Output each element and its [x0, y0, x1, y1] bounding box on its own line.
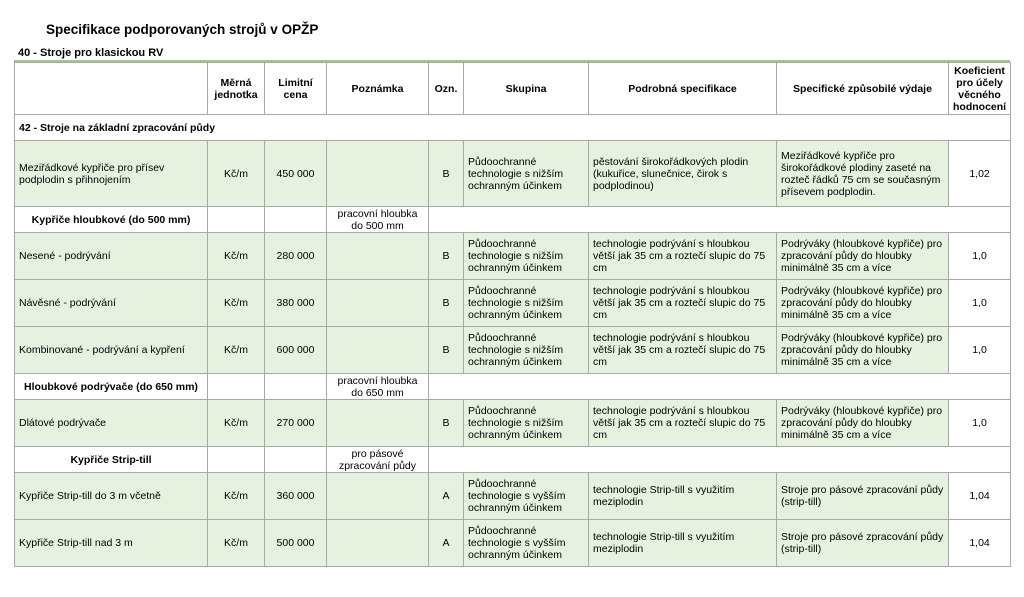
cell-unit: Kč/m	[208, 233, 265, 280]
cell-unit: Kč/m	[208, 520, 265, 567]
specification-table	[14, 62, 1011, 567]
group-row	[15, 374, 1011, 400]
cell-group: Půdoochranné technologie s nižším ochranným účinkem	[464, 280, 589, 327]
subsection-row	[15, 115, 1011, 141]
cell-costs: Podrýváky (hloubkové kypřiče) pro zpracování půdy do hloubky minimálně 35 cm a více	[777, 327, 949, 374]
cell-unit: Kč/m	[208, 400, 265, 447]
cell-empty-span	[429, 447, 1011, 473]
cell-mark: B	[429, 233, 464, 280]
cell-unit: Kč/m	[208, 141, 265, 207]
group-row	[15, 207, 1011, 233]
table-row	[15, 233, 1011, 280]
cell-spec: technologie Strip-till s využitím meziplodin	[589, 520, 777, 567]
cell-name: Nesené - podrývání	[15, 233, 208, 280]
cell-coef: 1,0	[949, 280, 1011, 327]
cell-group: Půdoochranné technologie s nižším ochranným účinkem	[464, 327, 589, 374]
cell-costs: Podrýváky (hloubkové kypřiče) pro zpracování půdy do hloubky minimálně 35 cm a více	[777, 233, 949, 280]
cell-mark: B	[429, 400, 464, 447]
cell-group-note: pracovní hloubka do 500 mm	[327, 207, 429, 233]
cell-group: Půdoochranné technologie s vyšším ochranným účinkem	[464, 473, 589, 520]
cell-name: Meziřádkové kypřiče pro přísev podplodin s přihnojením	[15, 141, 208, 207]
cell-group: Půdoochranné technologie s nižším ochranným účinkem	[464, 400, 589, 447]
cell-price: 500 000	[265, 520, 327, 567]
table-row	[15, 400, 1011, 447]
group-row	[15, 447, 1011, 473]
cell-unit: Kč/m	[208, 473, 265, 520]
document-title: Specifikace podporovaných strojů v OPŽP	[46, 22, 319, 37]
cell-empty	[265, 207, 327, 233]
cell-spec: technologie podrývání s hloubkou větší jak 35 cm a roztečí slupic do 75 cm	[589, 233, 777, 280]
table-row	[15, 520, 1011, 567]
cell-name: Dlátové podrývače	[15, 400, 208, 447]
cell-costs: Stroje pro pásové zpracování půdy (strip-till)	[777, 520, 949, 567]
cell-price: 600 000	[265, 327, 327, 374]
header-mark: Ozn.	[429, 63, 464, 115]
cell-note	[327, 400, 429, 447]
subsection-heading: 42 - Stroje na základní zpracování půdy	[15, 115, 1011, 141]
header-name	[15, 63, 208, 115]
cell-empty-span	[429, 374, 1011, 400]
header-unit: Měrná jednotka	[208, 63, 265, 115]
header-costs: Specifické způsobilé výdaje	[777, 63, 949, 115]
cell-group: Půdoochranné technologie s nižším ochranným účinkem	[464, 233, 589, 280]
cell-name: Kypřiče Strip-till do 3 m včetně	[15, 473, 208, 520]
cell-group: Půdoochranné technologie s nižším ochranným účinkem	[464, 141, 589, 207]
cell-coef: 1,0	[949, 400, 1011, 447]
cell-spec: technologie Strip-till s využitím meziplodin	[589, 473, 777, 520]
header-note: Poznámka	[327, 63, 429, 115]
cell-mark: A	[429, 473, 464, 520]
cell-mark: A	[429, 520, 464, 567]
cell-coef: 1,0	[949, 327, 1011, 374]
cell-spec: technologie podrývání s hloubkou větší jak 35 cm a roztečí slupic do 75 cm	[589, 327, 777, 374]
cell-group: Půdoochranné technologie s vyšším ochranným účinkem	[464, 520, 589, 567]
table-row	[15, 280, 1011, 327]
table-row	[15, 327, 1011, 374]
cell-group-name: Hloubkové podrývače (do 650 mm)	[15, 374, 208, 400]
cell-name: Kypřiče Strip-till nad 3 m	[15, 520, 208, 567]
cell-unit: Kč/m	[208, 327, 265, 374]
header-spec: Podrobná specifikace	[589, 63, 777, 115]
cell-mark: B	[429, 280, 464, 327]
cell-coef: 1,02	[949, 141, 1011, 207]
cell-empty-span	[429, 207, 1011, 233]
cell-price: 270 000	[265, 400, 327, 447]
cell-empty	[208, 374, 265, 400]
header-price: Limitní cena	[265, 63, 327, 115]
cell-price: 360 000	[265, 473, 327, 520]
cell-note	[327, 327, 429, 374]
cell-empty	[265, 374, 327, 400]
cell-note	[327, 473, 429, 520]
cell-price: 380 000	[265, 280, 327, 327]
cell-costs: Podrýváky (hloubkové kypřiče) pro zpracování půdy do hloubky minimálně 35 cm a více	[777, 400, 949, 447]
cell-coef: 1,04	[949, 473, 1011, 520]
cell-empty	[208, 207, 265, 233]
cell-group-name: Kypřiče hloubkové (do 500 mm)	[15, 207, 208, 233]
cell-coef: 1,04	[949, 520, 1011, 567]
header-coef: Koeficient pro účely věcného hodnocení	[949, 63, 1011, 115]
table-row	[15, 141, 1011, 207]
cell-name: Návěsné - podrývání	[15, 280, 208, 327]
table-row	[15, 473, 1011, 520]
cell-costs: Meziřádkové kypřiče pro širokořádkové plodiny zaseté na rozteč řádků 75 cm se současným přísevem podplodin.	[777, 141, 949, 207]
cell-note	[327, 280, 429, 327]
cell-group-name: Kypřiče Strip-till	[15, 447, 208, 473]
cell-price: 450 000	[265, 141, 327, 207]
header-group: Skupina	[464, 63, 589, 115]
cell-unit: Kč/m	[208, 280, 265, 327]
cell-spec: pěstování širokořádkových plodin (kukuřice, slunečnice, čirok s podplodinou)	[589, 141, 777, 207]
cell-price: 280 000	[265, 233, 327, 280]
cell-group-note: pro pásové zpracování půdy	[327, 447, 429, 473]
cell-costs: Stroje pro pásové zpracování půdy (strip-till)	[777, 473, 949, 520]
cell-note	[327, 141, 429, 207]
cell-spec: technologie podrývání s hloubkou větší jak 35 cm a roztečí slupic do 75 cm	[589, 280, 777, 327]
table-header-row	[15, 63, 1011, 115]
cell-group-note: pracovní hloubka do 650 mm	[327, 374, 429, 400]
cell-note	[327, 520, 429, 567]
cell-coef: 1,0	[949, 233, 1011, 280]
cell-mark: B	[429, 141, 464, 207]
cell-note	[327, 233, 429, 280]
cell-mark: B	[429, 327, 464, 374]
cell-name: Kombinované - podrývání a kypření	[15, 327, 208, 374]
cell-spec: technologie podrývání s hloubkou větší jak 35 cm a roztečí slupic do 75 cm	[589, 400, 777, 447]
cell-costs: Podrýváky (hloubkové kypřiče) pro zpracování půdy do hloubky minimálně 35 cm a více	[777, 280, 949, 327]
cell-empty	[208, 447, 265, 473]
cell-empty	[265, 447, 327, 473]
section-heading: 40 - Stroje pro klasickou RV	[18, 47, 164, 59]
